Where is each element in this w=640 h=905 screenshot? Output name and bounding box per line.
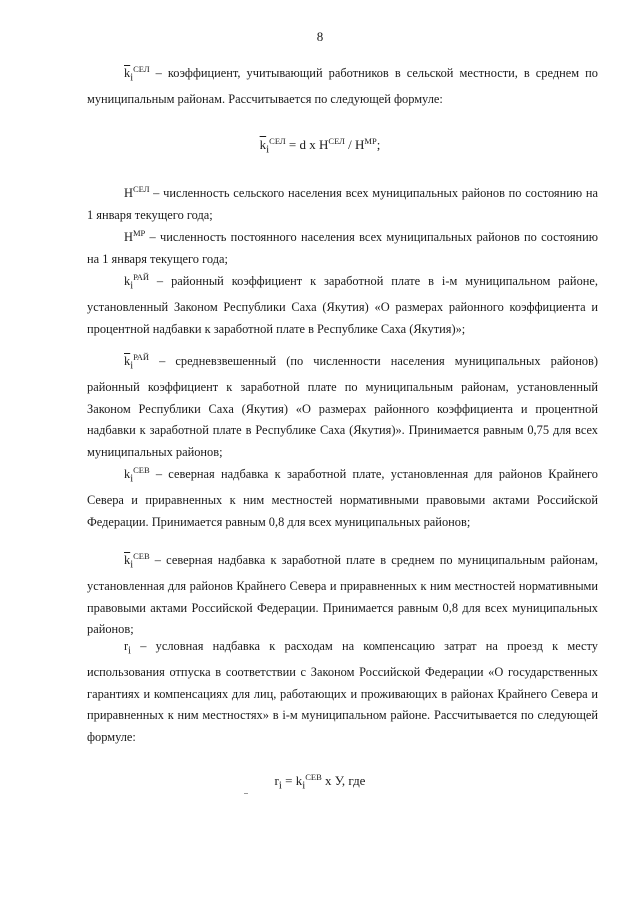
definition-k-sev-avg: $\overline{k}_i^{СЕВ}$ – северная надбавка к заработной плате в среднем по муниципальным районам, установленная для районов Крайнего Севера и приравненных к ним местностей нормативными правовыми актами Российской Федерации. Принимается равным 0,8 для всех муниципальных районов; bbox=[87, 551, 598, 637]
formula-k-sel: $\overline{k}_i^{СЕЛ} = d$ x $H^{СЕЛ} / H^{МР}$; bbox=[259, 136, 381, 156]
scan-speck bbox=[244, 793, 248, 794]
definition-r: $r_i$ – условная надбавка к расходам на компенсацию затрат на проезд к месту использования отпуска в соответствии с Законом Российской Федерации «О государственных гарантиях и компенсациях для лиц, работающих и проживающих в районах Крайнего Севера и приравненных к ним местностях» в i-м муниципальном районе. Рассчитывается по следующей формуле: bbox=[87, 639, 598, 744]
definition-h-mr: $H^{МР}$ – численность постоянного населения всех муниципальных районов по состоянию на 1 января текущего года; bbox=[87, 228, 598, 266]
definition-k-sev: $k_i^{СЕВ}$ – северная надбавка к заработной плате, установленная для районов Крайнего Севера и приравненных к ним местностей нормативными правовыми актами Российской Федерации. Принимается равным 0,8 для всех муниципальных районов; bbox=[87, 465, 598, 529]
definition-h-sel: $H^{СЕЛ}$ – численность сельского населения всех муниципальных районов по состоянию на 1 января текущего года; bbox=[87, 184, 598, 222]
formula-r: $r_i = k_i^{СЕВ}$ х У, где bbox=[274, 772, 366, 792]
page-number: 8 bbox=[316, 29, 324, 44]
definition-k-rai-avg: $\overline{k}_i^{РАЙ}$ – средневзвешенный (по численности населения муниципальных районов) районный коэффициент к заработной плате по муниципальным районам, установленный Законом Республики Саха (Якутия) «О размерах районного коэффициента и процентной надбавки к заработной плате в Республике Саха (Якутия)». Принимается равным 0,75 для всех муниципальных районов; bbox=[87, 352, 598, 459]
definition-k-sel-avg: $\overline{k}_i^{СЕЛ}$ – коэффициент, учитывающий работников в сельской местности, в среднем по муниципальным районам. Рассчитывается по следующей формуле: bbox=[87, 64, 598, 107]
definition-k-rai: $k_i^{РАЙ}$ – районный коэффициент к заработной плате в i-м муниципальном районе, установленный Законом Республики Саха (Якутия) «О размерах районного коэффициента и процентной надбавки к заработной плате в Республике Саха (Якутия)»; bbox=[87, 272, 598, 336]
